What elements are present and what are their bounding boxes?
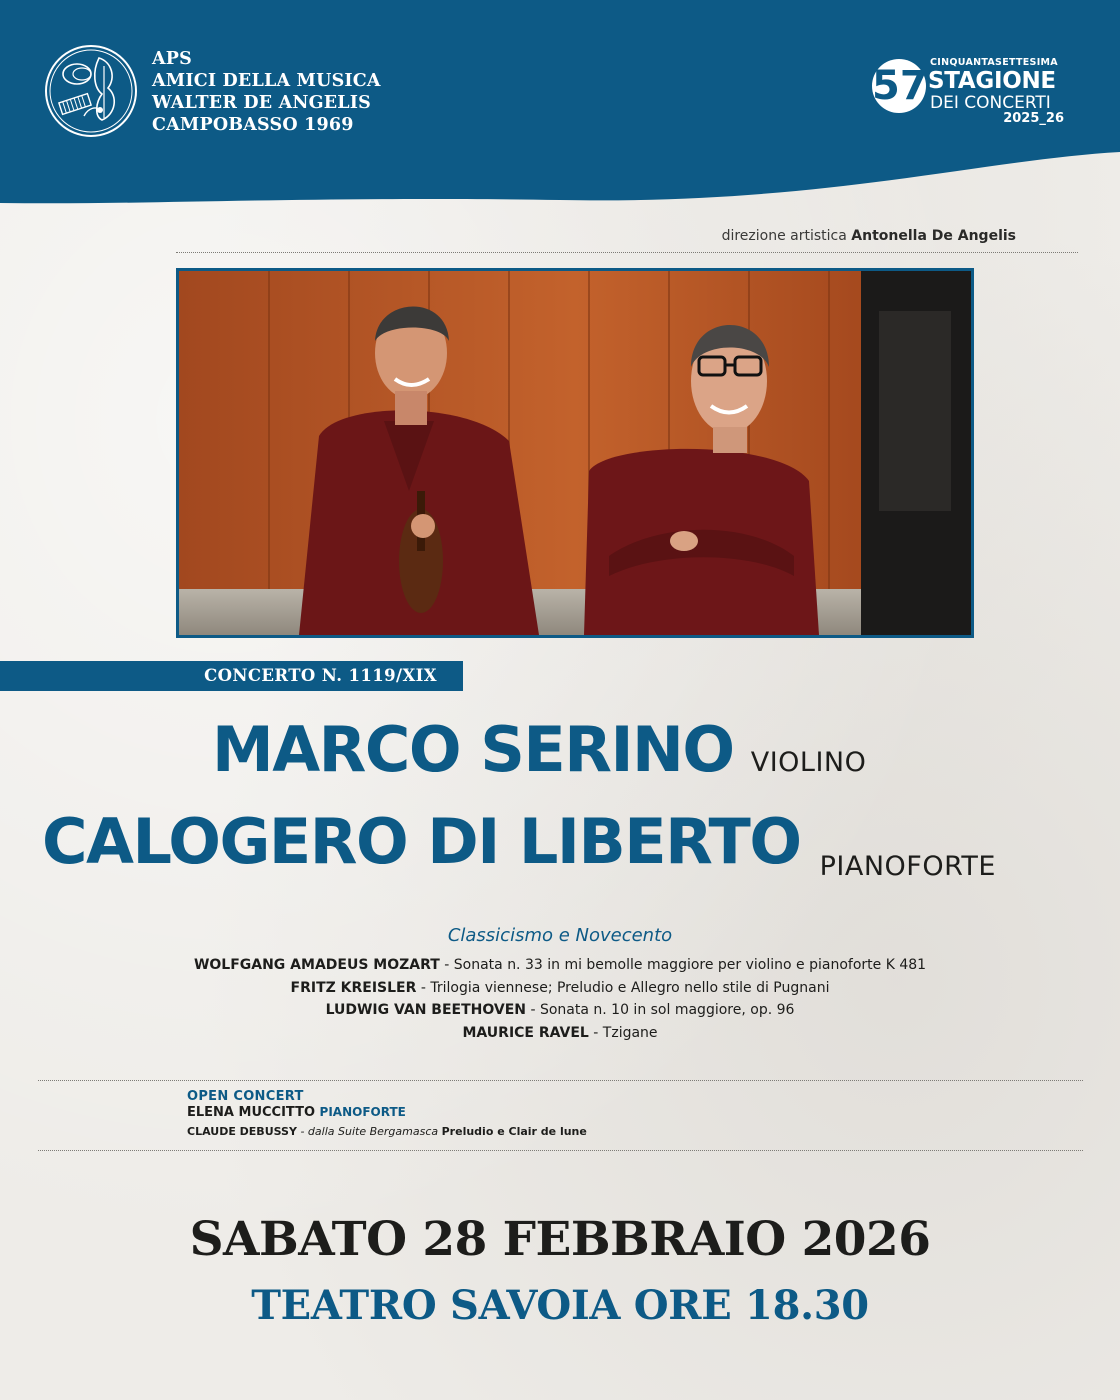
music-society-logo-icon (44, 44, 138, 138)
performer-2 (42, 805, 996, 882)
org-line-3: WALTER DE ANGELIS (152, 93, 371, 113)
program-item (0, 1002, 1120, 1018)
artistic-direction (722, 228, 1016, 244)
direction-prefix: direzione artistica (721, 228, 847, 244)
program-separator: - (526, 1002, 540, 1018)
concert-number: CONCERTO N. 1119/XIX (204, 666, 437, 685)
open-concert-performer-name: ELENA MUCCITTO (187, 1105, 316, 1120)
event-date: SABATO 28 FEBBRAIO 2026 (189, 1212, 931, 1267)
program-title: Classicismo e Novecento (447, 925, 673, 946)
program-composer: FRITZ KREISLER (290, 980, 417, 996)
program-item (0, 957, 1120, 973)
direction-name: Antonella De Angelis (851, 228, 1016, 244)
open-concert-source: - dalla Suite Bergamasca (300, 1125, 439, 1138)
open-concert (187, 1089, 587, 1138)
performer-1-name: MARCO SERINO (212, 713, 734, 786)
program-composer: LUDWIG VAN BEETHOVEN (325, 1002, 527, 1018)
org-line-1: APS (152, 49, 192, 69)
season-ordinal: CINQUANTASETTESIMA (930, 57, 1058, 68)
program-separator: - (439, 957, 454, 973)
program-item (0, 980, 1120, 996)
program-work: Trilogia viennese; Preludio e Allegro nello stile di Pugnani (430, 980, 830, 996)
program-work: Sonata n. 10 in sol maggiore, op. 96 (539, 1002, 795, 1018)
program-composer: WOLFGANG AMADEUS MOZART (193, 957, 440, 973)
season-title: STAGIONE (928, 68, 1056, 94)
program-separator: - (588, 1025, 603, 1041)
performer-1 (212, 713, 866, 786)
performer-2-name: CALOGERO DI LIBERTO (42, 805, 801, 878)
open-concert-performer (187, 1105, 587, 1120)
org-line-2: AMICI DELLA MUSICA (152, 71, 381, 91)
program-item (0, 1025, 1120, 1041)
program-separator: - (416, 980, 431, 996)
season-badge (872, 56, 1072, 128)
performer-1-role: VIOLINO (750, 747, 867, 778)
program-work: Tzigane (602, 1025, 658, 1041)
divider-bottom (38, 1150, 1083, 1151)
open-concert-performer-role: PIANOFORTE (319, 1105, 406, 1119)
program-composer: MAURICE RAVEL (462, 1025, 589, 1041)
performers-photo (176, 268, 974, 638)
event-venue-time: TEATRO SAVOIA ORE 18.30 (251, 1282, 869, 1329)
divider-middle (38, 1080, 1083, 1081)
season-year: 2025_26 (1003, 111, 1064, 126)
performer-2-role: PIANOFORTE (819, 851, 996, 882)
open-concert-title: OPEN CONCERT (187, 1089, 304, 1104)
open-concert-pieces: Preludio e Clair de lune (441, 1125, 587, 1138)
concert-number-tag (0, 661, 463, 691)
organization-name (152, 48, 381, 136)
season-57-badge-icon: 57 (872, 59, 926, 113)
season-subtitle: DEI CONCERTI (930, 93, 1051, 113)
org-line-4: CAMPOBASSO 1969 (152, 115, 354, 135)
program-work: Sonata n. 33 in mi bemolle maggiore per violino e pianoforte K 481 (453, 957, 927, 973)
open-concert-composer: CLAUDE DEBUSSY (187, 1125, 297, 1138)
performers-photo-image (179, 271, 971, 635)
divider-top (176, 252, 1078, 253)
open-concert-program (187, 1125, 587, 1138)
